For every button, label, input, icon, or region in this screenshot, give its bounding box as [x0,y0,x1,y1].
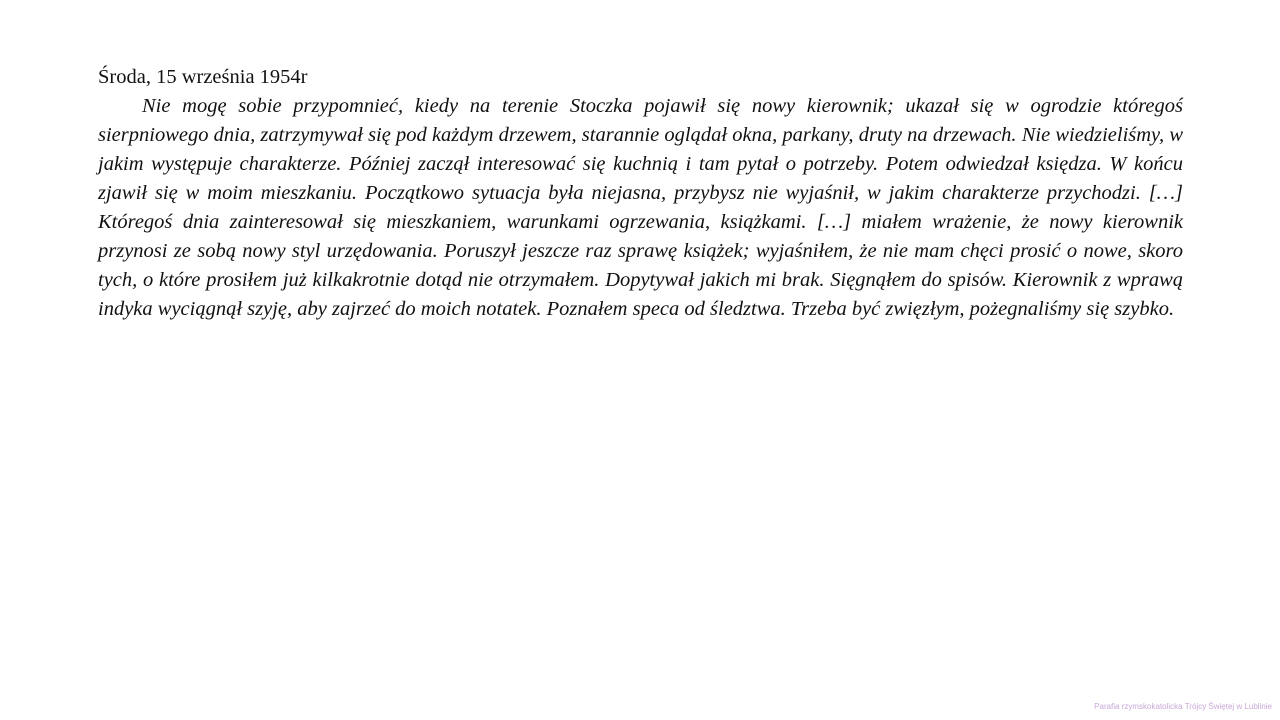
text-block [98,63,1183,324]
footer-source-note: Parafia rzymskokatolicka Trójcy Świętej w Lublinie [1094,702,1272,711]
entry-date-heading: Środa, 15 września 1954r [98,66,308,88]
diary-entry-text: Nie mogę sobie przypomnieć, kiedy na terenie Stoczka pojawił się nowy kierownik; ukazał się w ogrodzie któregoś sierpniowego dnia, zatrzymywał się pod każdym drzewem, starannie oglądał okna, parkany, druty na drzewach. Nie wiedzieliśmy, w jakim występuje charakterze. Później zaczął interesować się kuchnią i tam pytał o potrzeby. Potem odwiedzał księdza. W końcu zjawił się w moim mieszkaniu. Początkowo sytuacja była niejasna, przybysz nie wyjaśnił, w jakim charakterze przychodzi. […] Któregoś dnia zainteresował się mieszkaniem, warunkami ogrzewania, książkami. […] miałem wrażenie, że nowy kierownik przynosi ze sobą nowy styl urzędowania. Poruszył jeszcze raz sprawę książek; wyjaśniłem, że nie mam chęci prosić o nowe, skoro tych, o które prosiłem już kilkakrotnie dotąd nie otrzymałem. Dopytywał jakich mi brak. Sięgnąłem do spisów. Kierownik z wprawą indyka wyciągnął szyję, aby zajrzeć do moich notatek. Poznałem speca od śledztwa. Trzeba być zwięzłym, pożegnaliśmy się szybko. [98,95,1183,320]
